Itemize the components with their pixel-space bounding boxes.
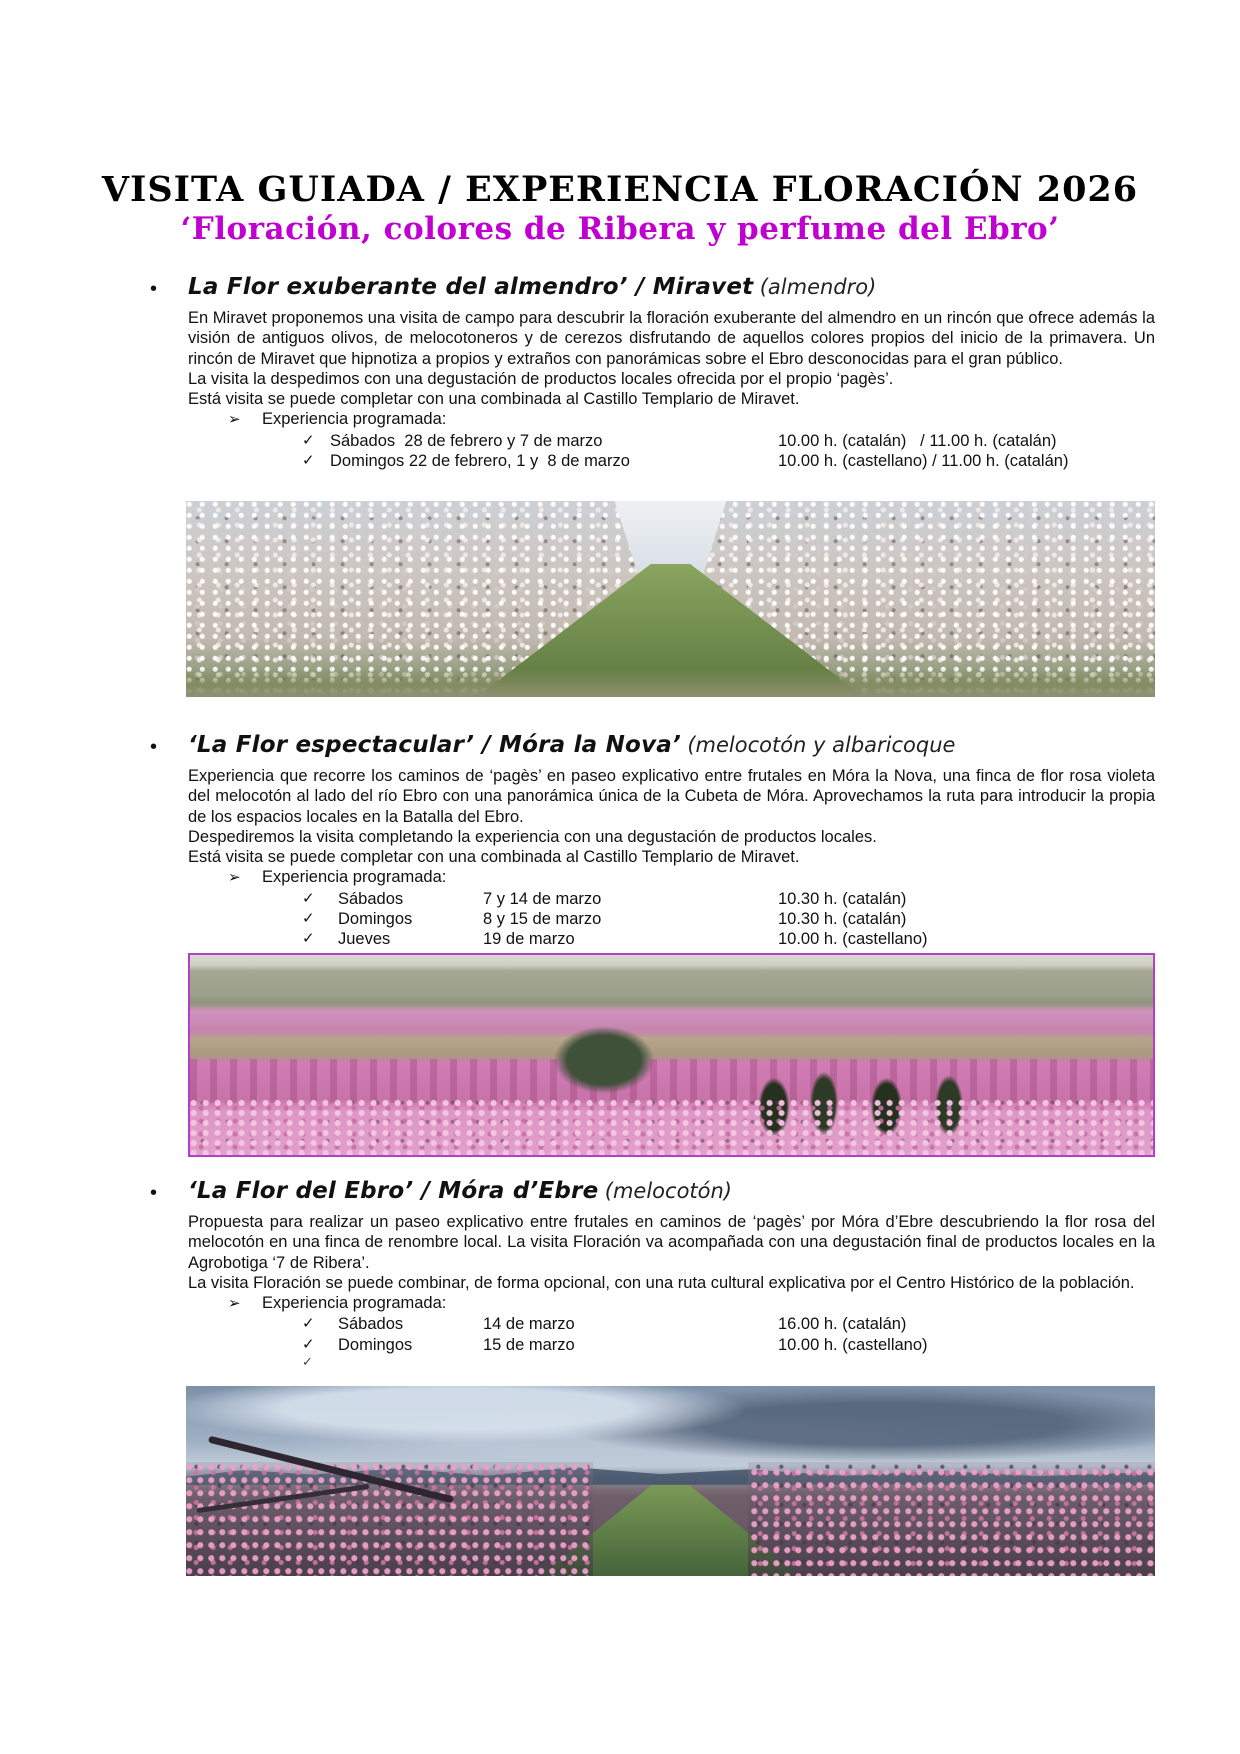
check-icon: ✓: [302, 930, 315, 948]
schedule-time: 10.00 h. (castellano) / 11.00 h. (catalán): [778, 452, 1069, 471]
schedule-time: 10.00 h. (catalán) / 11.00 h. (catalán): [778, 431, 1057, 450]
schedule-row: [188, 451, 1155, 471]
paragraph: La visita Floración se puede combinar, de forma opcional, con una ruta cultural explicativa por el Centro Histórico de la población.: [188, 1273, 1135, 1292]
section-heading-note: (almendro): [759, 275, 877, 299]
section-heading-text: ‘La Flor del Ebro’ / Móra d’Ebre: [188, 1178, 599, 1204]
schedule-date: 8 y 15 de marzo: [483, 910, 602, 929]
arrow-icon: ➢: [228, 1295, 241, 1313]
check-icon: ✓: [302, 1335, 315, 1353]
bullet-icon: •: [150, 1182, 158, 1204]
bullet-icon: •: [150, 278, 158, 300]
program-line: [188, 867, 1155, 888]
schedule-row: [188, 909, 1155, 929]
schedule-daydate: Sábados 28 de febrero y 7 de marzo: [330, 431, 603, 450]
schedule-day: Domingos: [338, 910, 413, 929]
section-heading-text: La Flor exuberante del almendro’ / Miravet: [188, 274, 754, 300]
section-mora-debre: [150, 1176, 1155, 1375]
photo-pink-fields-mora-la-nova: [188, 953, 1155, 1157]
schedule-row-empty: [188, 1355, 1155, 1375]
paragraph: La visita la despedimos con una degustación de productos locales ofrecida por el propio ‘pagès’.: [188, 369, 894, 388]
schedule-day: Sábados: [338, 1315, 404, 1334]
check-icon: ✓: [302, 431, 315, 449]
schedule-day: Domingos: [338, 1335, 413, 1354]
program-label: Experiencia programada:: [262, 868, 447, 887]
schedule-row: [188, 431, 1155, 451]
check-icon: ✓: [302, 889, 315, 907]
arrow-icon: ➢: [228, 411, 241, 429]
check-icon: ✓: [302, 452, 315, 470]
schedule-row: [188, 929, 1155, 949]
program-label: Experiencia programada:: [262, 1294, 447, 1313]
schedule-day: Sábados: [338, 889, 404, 908]
schedule-date: 14 de marzo: [483, 1315, 575, 1334]
photo-pink-trees-right: [748, 1462, 1155, 1576]
schedule-time: 10.30 h. (catalán): [778, 889, 907, 908]
photo-pink-orchard-mora-debre: [186, 1386, 1155, 1576]
photo-bush: [537, 1015, 672, 1105]
check-icon: ✓: [302, 1315, 315, 1333]
schedule-day: Jueves: [338, 930, 391, 949]
bullet-icon: •: [150, 736, 158, 758]
schedule-time: 16.00 h. (catalán): [778, 1315, 907, 1334]
photo-almond-orchard-miravet: [186, 501, 1155, 697]
paragraph: En Miravet proponemos una visita de campo para descubrir la floración exuberante del almendro en un rincón que ofrece además la visión de antiguos olivos, de melocotoneros y de cerezos disfrutando de aquellos colores propios del inicio de la primavera. Un rincón de Miravet que hipnotiza a propios y extraños con panorámicas sobre el Ebro desconocidas para el gran público.: [188, 309, 1155, 368]
photo-pink-trees-left: [186, 1462, 593, 1576]
schedule-date: 19 de marzo: [483, 930, 575, 949]
program-line: [188, 1293, 1155, 1314]
schedule-date: 7 y 14 de marzo: [483, 889, 602, 908]
schedule-time: 10.00 h. (castellano): [778, 930, 928, 949]
photo-blossom-foreground: [190, 1099, 1153, 1155]
schedule-date: 15 de marzo: [483, 1335, 575, 1354]
check-icon: ✓: [302, 910, 315, 928]
section-heading: [150, 1176, 1155, 1205]
section-almendro-miravet: [150, 272, 1155, 471]
arrow-icon: ➢: [228, 869, 241, 887]
section-heading-note: (melocotón): [604, 1179, 732, 1203]
section-heading: [150, 272, 1155, 301]
page-subtitle: ‘Floración, colores de Ribera y perfume del Ebro’: [180, 211, 1060, 248]
page-title: VISITA GUIADA / EXPERIENCIA FLORACIÓN 2026: [101, 169, 1139, 210]
schedule-daydate: Domingos 22 de febrero, 1 y 8 de marzo: [330, 452, 630, 471]
photo-field-rows: [190, 1059, 1153, 1103]
paragraph: Experiencia que recorre los caminos de ‘pagès’ en paseo explicativo entre frutales en Móra la Nova, una finca de flor rosa violeta del melocotón al lado del río Ebro con una panorámica única de la Cubeta de Móra. Aprovechamos la ruta para introducir la propia de los espacios locales en la Batalla del Ebro.: [188, 767, 1155, 826]
photo-ground: [186, 668, 1155, 697]
program-label: Experiencia programada:: [262, 410, 447, 429]
check-icon: ✓: [302, 1354, 313, 1370]
schedule-row: [188, 1335, 1155, 1355]
schedule-row: [188, 889, 1155, 909]
schedule-row: [188, 1314, 1155, 1334]
section-heading: [150, 730, 1155, 759]
schedule-time: 10.00 h. (castellano): [778, 1335, 928, 1354]
section-heading-note: (melocotón y albaricoque: [687, 733, 956, 757]
paragraph: Propuesta para realizar un paseo explicativo entre frutales en caminos de ‘pagès’ por Móra d’Ebre descubriendo la flor rosa del melocotón en una finca de renombre local. La visita Floración va acompañada con una degustación final de productos locales en la Agrobotiga ‘7 de Ribera’.: [188, 1213, 1155, 1272]
paragraph: Está visita se puede completar con una combinada al Castillo Templario de Miravet.: [188, 390, 800, 409]
paragraph: Está visita se puede completar con una combinada al Castillo Templario de Miravet.: [188, 848, 800, 867]
program-line: [188, 409, 1155, 430]
header: [0, 170, 1240, 246]
schedule-time: 10.30 h. (catalán): [778, 910, 907, 929]
section-mora-la-nova: [150, 730, 1155, 950]
paragraph: Despediremos la visita completando la experiencia con una degustación de productos locales.: [188, 827, 877, 846]
section-heading-text: ‘La Flor espectacular’ / Móra la Nova’: [188, 732, 681, 758]
